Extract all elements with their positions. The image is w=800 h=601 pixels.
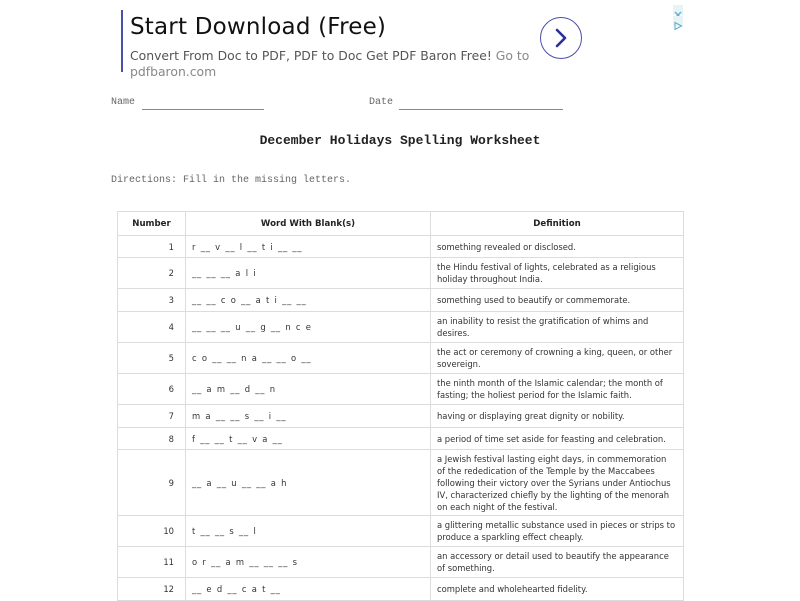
row-definition: a Jewish festival lasting eight days, in commemoration of the rededication of the Temple by the Maccabees following their victory over the Syrians under Antiochus IV, characterized chiefly by the lighting of the menorah on each night of the festival. [431,450,684,516]
row-word: __ a __ u __ __ a h [186,450,431,516]
table-row [118,312,684,343]
row-definition: the ninth month of the Islamic calendar; the month of fasting; the holiest period for the Islamic faith. [431,374,684,405]
row-definition: a glittering metallic substance used in pieces or strips to produce a sparkling effect cheaply. [431,516,684,547]
ad-arrow-button[interactable] [540,17,582,59]
row-word: m a __ __ s __ i __ [186,405,431,428]
adchoices-button[interactable] [673,16,683,26]
date-field-line[interactable] [399,109,563,110]
header-number: Number [118,212,186,236]
ad-description[interactable] [130,48,530,79]
ad-close-button[interactable] [673,5,683,15]
table-row [118,405,684,428]
row-number: 7 [118,405,186,428]
row-word: __ __ c o __ a t i __ __ [186,289,431,312]
row-number: 2 [118,258,186,289]
row-word: o r __ a m __ __ __ s [186,547,431,578]
table-row [118,578,684,601]
row-definition: an inability to resist the gratification of whims and desires. [431,312,684,343]
ad-link[interactable]: Go to pdfbaron.com [130,48,530,79]
name-field-line[interactable] [142,109,264,110]
row-number: 1 [118,236,186,258]
row-word: __ __ __ a l i [186,258,431,289]
row-word: t __ __ s __ l [186,516,431,547]
row-definition: an accessory or detail used to beautify the appearance of something. [431,547,684,578]
ad-accent-bar [121,10,123,72]
row-word: __ a m __ d __ n [186,374,431,405]
row-word: __ __ __ u __ g __ n c e [186,312,431,343]
ad-banner[interactable] [121,8,686,79]
chevron-right-icon [551,27,571,49]
table-header-row [118,212,684,236]
row-number: 5 [118,343,186,374]
directions-text: Directions: Fill in the missing letters. [111,175,352,186]
header-definition: Definition [431,212,684,236]
worksheet-title-text: December Holidays Spelling Worksheet [259,133,541,148]
table-row [118,289,684,312]
name-label: Name [111,97,136,108]
table-row [118,516,684,547]
row-number: 9 [118,450,186,516]
row-word: __ e d __ c a t __ [186,578,431,601]
table-row [118,343,684,374]
ad-description-text: Convert From Doc to PDF, PDF to Doc Get PDF Baron Free! [130,48,492,63]
table-row [118,236,684,258]
table-row [118,428,684,450]
row-definition: the Hindu festival of lights, celebrated as a religious holiday throughout India. [431,258,684,289]
row-number: 10 [118,516,186,547]
table-row [118,450,684,516]
spelling-table [117,211,684,601]
header-word: Word With Blank(s) [186,212,431,236]
play-triangle-icon [673,21,683,31]
table-row [118,547,684,578]
row-number: 11 [118,547,186,578]
row-definition: the act or ceremony of crowning a king, queen, or other sovereign. [431,343,684,374]
row-definition: complete and wholehearted fidelity. [431,578,684,601]
worksheet-title [0,133,800,148]
row-definition: a period of time set aside for feasting and celebration. [431,428,684,450]
row-number: 8 [118,428,186,450]
date-label: Date [369,97,394,108]
row-number: 6 [118,374,186,405]
row-word: c o __ __ n a __ __ o __ [186,343,431,374]
row-number: 3 [118,289,186,312]
row-number: 12 [118,578,186,601]
row-definition: something used to beautify or commemorate. [431,289,684,312]
row-definition: something revealed or disclosed. [431,236,684,258]
row-word: f __ __ t __ v a __ [186,428,431,450]
ad-title[interactable]: Start Download (Free) [130,14,387,40]
row-word: r __ v __ l __ t i __ __ [186,236,431,258]
table-row [118,258,684,289]
row-number: 4 [118,312,186,343]
row-definition: having or displaying great dignity or nobility. [431,405,684,428]
table-row [118,374,684,405]
